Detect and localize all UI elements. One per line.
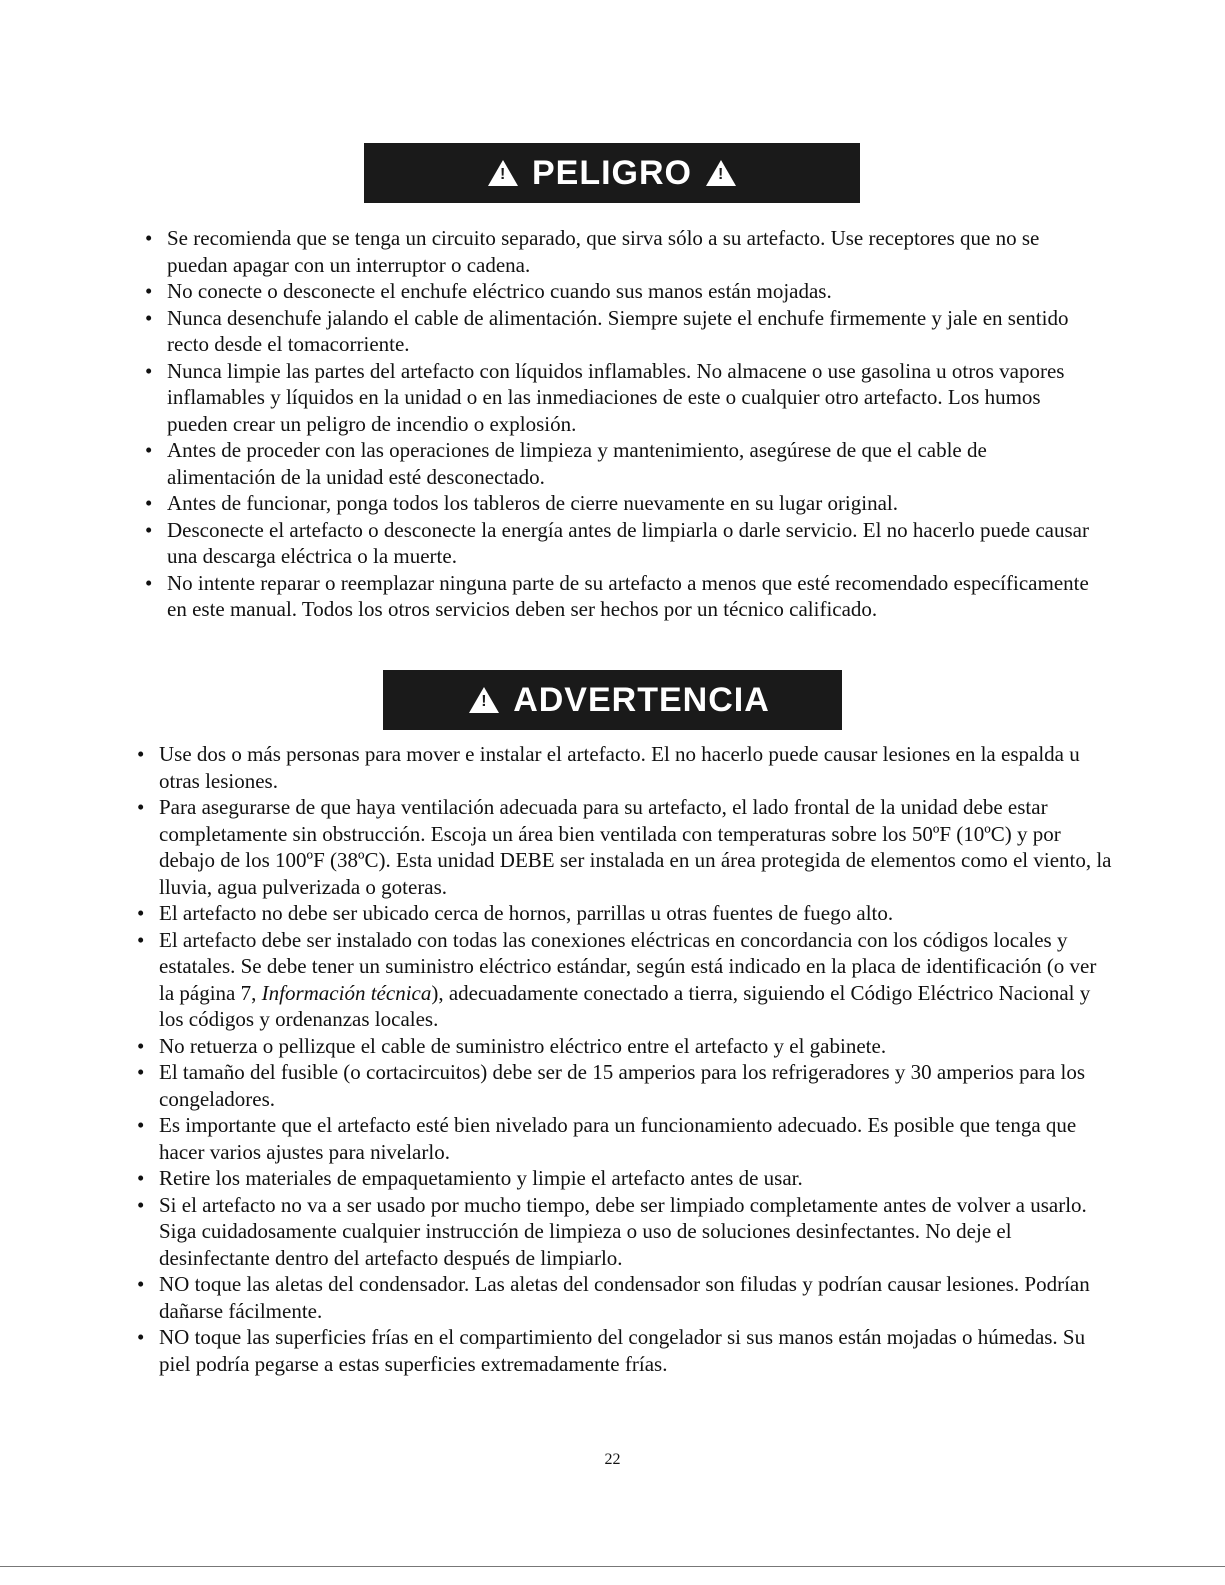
warning-triangle-icon: [706, 160, 736, 186]
list-item: • No conecte o desconecte el enchufe eléctrico cuando sus manos están mojadas.: [145, 278, 1100, 305]
item-text: ), adecuadamente conectado a tierra, siguiendo el Código Eléctrico Nacional y los códigos y ordenanzas locales.: [159, 980, 1091, 1031]
advertencia-list: [137, 741, 1112, 1377]
list-item: • No intente reparar o reemplazar ninguna parte de su artefacto a menos que esté recomendado específicamente en este manual. Todos los otros servicios deben ser hechos por un técnico calificado.: [145, 570, 1100, 623]
list-item: • Antes de funcionar, ponga todos los tableros de cierre nuevamente en su lugar original.: [145, 490, 1100, 517]
list-item: • NO toque las aletas del condensador. Las aletas del condensador son filudas y podrían causar lesiones. Podrían dañarse fácilmente.: [137, 1271, 1112, 1324]
item-text-italic: Información técnica: [261, 980, 432, 1005]
list-item: • Desconecte el artefacto o desconecte la energía antes de limpiarla o darle servicio. El no hacerlo puede causar una descarga eléctrica o la muerte.: [145, 517, 1100, 570]
list-item: • Para asegurarse de que haya ventilación adecuada para su artefacto, el lado frontal de la unidad debe estar completamente sin obstrucción. Escoja un área bien ventilada con temperaturas sobre los 50ºF (10ºC) y por debajo de los 100ºF (38ºC). Esta unidad DEBE ser instalada en un área protegida de elementos como el viento, la lluvia, agua pulverizada o goteras.: [137, 794, 1112, 900]
peligro-list: [145, 225, 1100, 623]
list-item: • Si el artefacto no va a ser usado por mucho tiempo, debe ser limpiado completamente antes de volver a usarlo. Siga cuidadosamente cualquier instrucción de limpieza o uso de soluciones desinfectantes. No deje el desinfectante dentro del artefacto después de limpiarlo.: [137, 1192, 1112, 1272]
list-item: • Se recomienda que se tenga un circuito separado, que sirva sólo a su artefacto. Use receptores que no se puedan apagar con un interruptor o cadena.: [145, 225, 1100, 278]
list-item: • No retuerza o pellizque el cable de suministro eléctrico entre el artefacto y el gabinete.: [137, 1033, 1112, 1060]
advertencia-title: ADVERTENCIA: [513, 680, 770, 719]
list-item: • Retire los materiales de empaquetamiento y limpie el artefacto antes de usar.: [137, 1165, 1112, 1192]
warning-triangle-icon: [488, 160, 518, 186]
advertencia-banner: [383, 670, 842, 730]
list-item: • Use dos o más personas para mover e instalar el artefacto. El no hacerlo puede causar lesiones en la espalda u otras lesiones.: [137, 741, 1112, 794]
list-item: • Antes de proceder con las operaciones de limpieza y mantenimiento, asegúrese de que el cable de alimentación de la unidad esté desconectado.: [145, 437, 1100, 490]
page-number: 22: [604, 1451, 621, 1468]
peligro-title: PELIGRO: [531, 153, 693, 192]
list-item: • El tamaño del fusible (o cortacircuitos) debe ser de 15 amperios para los refrigeradores y 30 amperios para los congeladores.: [137, 1059, 1112, 1112]
item-text: El artefacto debe ser instalado con todas las conexiones eléctricas en concordancia con los códigos locales y estatales. Se debe tener un suministro eléctrico estándar, según está indicado en la placa de identificación (o ver la página 7,: [159, 927, 1097, 1005]
list-item: [137, 927, 1112, 1033]
divider: [0, 1566, 1225, 1567]
list-item: • El artefacto no debe ser ubicado cerca de hornos, parrillas u otras fuentes de fuego alto.: [137, 900, 1112, 927]
peligro-banner: [364, 143, 860, 203]
warning-triangle-icon: [469, 687, 499, 713]
list-item: • NO toque las superficies frías en el compartimiento del congelador si sus manos están mojadas o húmedas. Su piel podría pegarse a estas superficies extremadamente frías.: [137, 1324, 1112, 1377]
list-item: • Nunca desenchufe jalando el cable de alimentación. Siempre sujete el enchufe firmemente y jale en sentido recto desde el tomacorriente.: [145, 305, 1100, 358]
list-item: • Nunca limpie las partes del artefacto con líquidos inflamables. No almacene o use gasolina u otros vapores inflamables y líquidos en la unidad o en las inmediaciones de este o cualquier otro artefacto. Los humos pueden crear un peligro de incendio o explosión.: [145, 358, 1100, 438]
list-item: • Es importante que el artefacto esté bien nivelado para un funcionamiento adecuado. Es posible que tenga que hacer varios ajustes para nivelarlo.: [137, 1112, 1112, 1165]
